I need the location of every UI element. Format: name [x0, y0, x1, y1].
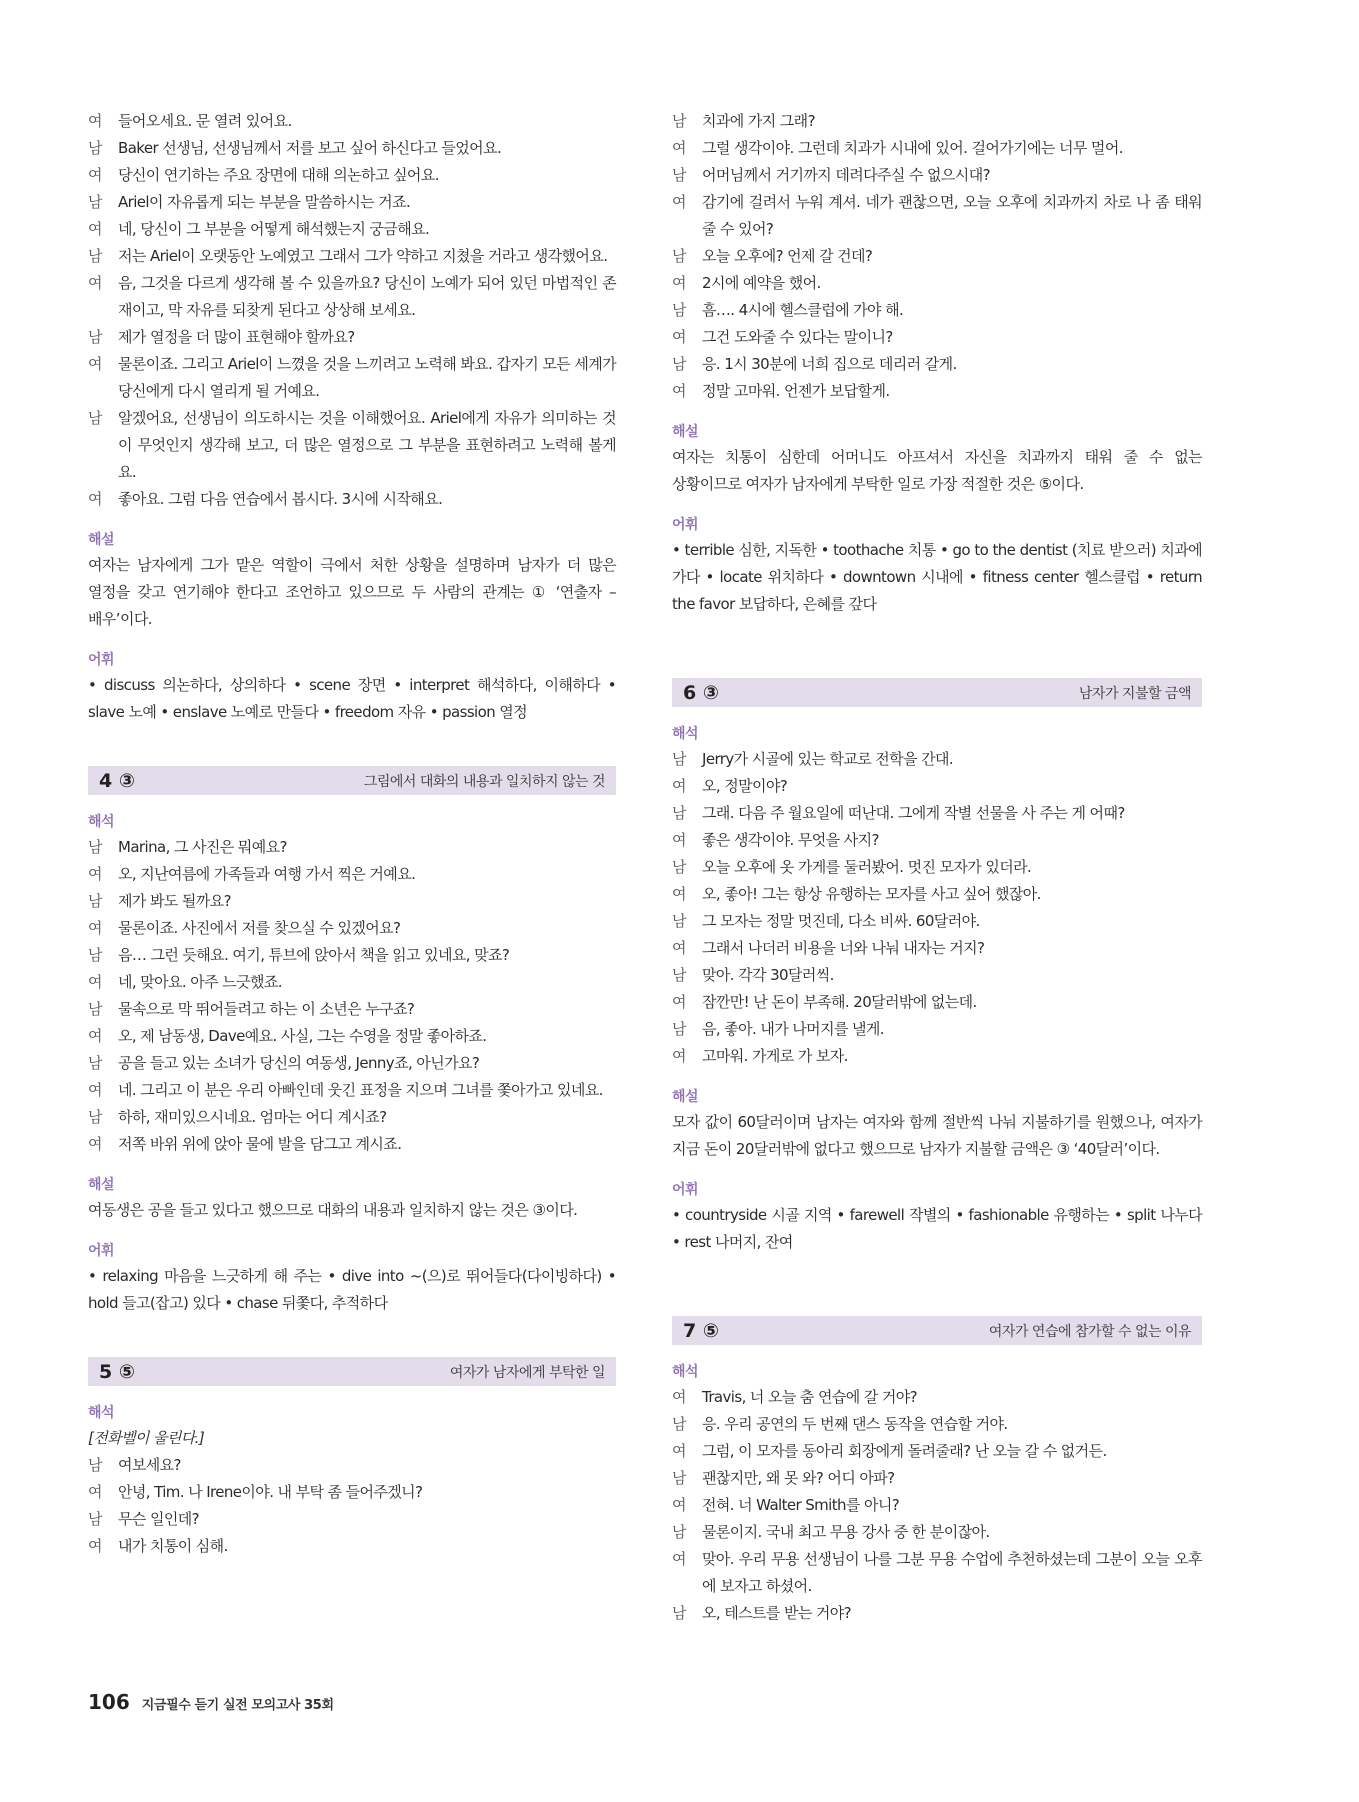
- speaker-label: 남: [88, 409, 102, 427]
- left-column: [88, 108, 616, 1560]
- dialogue-line: [672, 135, 1202, 162]
- dialogue-text: 그건 도와줄 수 있다는 말이니?: [702, 328, 893, 346]
- section-heading: 해석: [88, 1405, 115, 1421]
- dialogue-line: [672, 270, 1202, 297]
- dialogue-text: 안녕, Tim. 나 Irene이야. 내 부탁 좀 들어주겠니?: [118, 1483, 423, 1501]
- dialogue-line: [88, 189, 616, 216]
- question-header-bar: [672, 678, 1202, 707]
- speaker-label: 남: [88, 193, 102, 211]
- section-heading: 해석: [672, 1364, 699, 1380]
- dialogue-text: 하하, 재미있으시네요. 엄마는 어디 계시죠?: [118, 1108, 387, 1126]
- dialogue-text: 그럴 생각이야. 그런데 치과가 시내에 있어. 걸어가기에는 너무 멀어.: [702, 139, 1123, 157]
- dialogue-text: 네. 그리고 이 분은 우리 아빠인데 웃긴 표정을 지으며 그녀를 쫓아가고 있네요.: [118, 1081, 603, 1099]
- speaker-label: 남: [672, 858, 686, 876]
- dialogue-line: [672, 1600, 1202, 1627]
- dialogue-text: 오, 정말이야?: [702, 777, 788, 795]
- speaker-label: 여: [672, 1496, 686, 1514]
- speaker-label: 여: [672, 193, 686, 211]
- speaker-label: 여: [672, 139, 686, 157]
- speaker-label: 여: [88, 166, 102, 184]
- speaker-label: 여: [672, 939, 686, 957]
- dialogue-line: [88, 1050, 616, 1077]
- speaker-label: 남: [672, 912, 686, 930]
- dialogue-line: [88, 1533, 616, 1560]
- speaker-label: 여: [88, 1081, 102, 1099]
- dialogue-line: [88, 1479, 616, 1506]
- dialogue-line: [672, 189, 1202, 243]
- speaker-label: 여: [88, 490, 102, 508]
- speaker-label: 남: [672, 750, 686, 768]
- dialogue-text: 전혀. 너 Walter Smith를 아니?: [702, 1496, 900, 1514]
- dialogue-line: [88, 942, 616, 969]
- section-heading: 해설: [88, 1177, 115, 1193]
- explanation-paragraph: 여자는 남자에게 그가 맡은 역할이 극에서 처한 상황을 설명하며 남자가 더 많은 열정을 갖고 연기해야 한다고 조언하고 있으므로 두 사람의 관계는 ① ‘연출자 – 배우’이다.: [88, 556, 616, 628]
- dialogue-text: 내가 치통이 심해.: [118, 1537, 228, 1555]
- stage-direction: [전화벨이 울린다.]: [88, 1429, 205, 1447]
- speaker-label: 남: [672, 1469, 686, 1487]
- dialogue-text: 오, 좋아! 그는 항상 유행하는 모자를 사고 싶어 했잖아.: [702, 885, 1041, 903]
- dialogue-text: 오늘 오후에? 언제 갈 건데?: [702, 247, 873, 265]
- dialogue-line: [88, 486, 616, 513]
- dialogue-text: 음, 그것을 다르게 생각해 볼 수 있을까요? 당신이 노예가 되어 있던 마법적인 존재이고, 막 자유를 되찾게 된다고 상상해 보세요.: [118, 274, 616, 319]
- question-number: 7 ⑤: [683, 1319, 719, 1342]
- speaker-label: 남: [88, 1054, 102, 1072]
- section-heading: 어휘: [672, 517, 699, 533]
- question-number: 5 ⑤: [99, 1360, 135, 1383]
- speaker-label: 남: [672, 112, 686, 130]
- dialogue-line: [672, 1465, 1202, 1492]
- speaker-label: 여: [672, 1047, 686, 1065]
- section-heading: 해설: [672, 424, 699, 440]
- speaker-label: 여: [672, 1442, 686, 1460]
- speaker-label: 남: [672, 804, 686, 822]
- dialogue-line: [88, 1104, 616, 1131]
- explanation-paragraph: • countryside 시골 지역 • farewell 작별의 • fashionable 유행하는 • split 나누다 • rest 나머지, 잔여: [672, 1206, 1202, 1251]
- page-footer: [88, 1690, 334, 1714]
- question-caption: 그림에서 대화의 내용과 일치하지 않는 것: [363, 773, 605, 790]
- dialogue-text: 물속으로 막 뛰어들려고 하는 이 소년은 누구죠?: [118, 1000, 415, 1018]
- dialogue-text: 맞아. 각각 30달러씩.: [702, 966, 834, 984]
- section-heading: 해설: [672, 1089, 699, 1105]
- dialogue-text: 응. 우리 공연의 두 번째 댄스 동작을 연습할 거야.: [702, 1415, 1008, 1433]
- speaker-label: 남: [88, 247, 102, 265]
- explanation-paragraph: • discuss 의논하다, 상의하다 • scene 장면 • interpret 해석하다, 이해하다 • slave 노예 • enslave 노예로 만들다 • freedom 자유 • passion 열정: [88, 676, 616, 721]
- dialogue-line: [672, 908, 1202, 935]
- speaker-label: 여: [88, 1537, 102, 1555]
- dialogue-text: 치과에 가지 그래?: [702, 112, 815, 130]
- dialogue-text: 알겠어요, 선생님이 의도하시는 것을 이해했어요. Ariel에게 자유가 의미하는 것이 무엇인지 생각해 보고, 더 많은 열정으로 그 부분을 표현하려고 노력해 볼게요.: [118, 409, 616, 481]
- dialogue-line: [672, 800, 1202, 827]
- dialogue-line: [88, 1452, 616, 1479]
- dialogue-line: [672, 324, 1202, 351]
- dialogue-text: 그래. 다음 주 월요일에 떠난대. 그에게 작별 선물을 사 주는 게 어때?: [702, 804, 1125, 822]
- dialogue-line: [88, 1131, 616, 1158]
- dialogue-text: 감기에 걸려서 누워 계셔. 네가 괜찮으면, 오늘 오후에 치과까지 차로 나 좀 태워 줄 수 있어?: [702, 193, 1202, 238]
- section-heading: 어휘: [672, 1182, 699, 1198]
- dialogue-line: [672, 1411, 1202, 1438]
- speaker-label: 남: [88, 139, 102, 157]
- dialogue-text: 여보세요?: [118, 1456, 181, 1474]
- question-caption: 남자가 지불할 금액: [1078, 685, 1191, 702]
- dialogue-text: 무슨 일인데?: [118, 1510, 199, 1528]
- dialogue-line: [672, 378, 1202, 405]
- speaker-label: 여: [88, 112, 102, 130]
- speaker-label: 여: [88, 865, 102, 883]
- question-header-bar: [88, 766, 616, 795]
- dialogue-line: [672, 854, 1202, 881]
- speaker-label: 남: [672, 1523, 686, 1541]
- speaker-label: 여: [88, 355, 102, 373]
- speaker-label: 여: [672, 1550, 686, 1568]
- speaker-label: 남: [672, 1415, 686, 1433]
- page-number: 106: [88, 1690, 130, 1714]
- speaker-label: 남: [672, 1020, 686, 1038]
- speaker-label: 남: [88, 1000, 102, 1018]
- dialogue-text: 음… 그런 듯해요. 여기, 튜브에 앉아서 책을 읽고 있네요, 맞죠?: [118, 946, 510, 964]
- dialogue-text: 2시에 예약을 했어.: [702, 274, 821, 292]
- dialogue-text: 좋은 생각이야. 무엇을 사지?: [702, 831, 879, 849]
- question-header-bar: [672, 1316, 1202, 1345]
- speaker-label: 남: [88, 1456, 102, 1474]
- speaker-label: 남: [88, 1108, 102, 1126]
- right-column: [672, 108, 1202, 1627]
- speaker-label: 남: [672, 966, 686, 984]
- dialogue-text: 응. 1시 30분에 너희 집으로 데리러 갈게.: [702, 355, 957, 373]
- speaker-label: 남: [672, 166, 686, 184]
- dialogue-text: 맞아. 우리 무용 선생님이 나를 그분 무용 수업에 추천하셨는데 그분이 오늘 오후에 보자고 하셨어.: [702, 1550, 1202, 1595]
- speaker-label: 여: [88, 1483, 102, 1501]
- dialogue-text: 저는 Ariel이 오랫동안 노예였고 그래서 그가 약하고 지쳤을 거라고 생각했어요.: [118, 247, 608, 265]
- speaker-label: 여: [672, 885, 686, 903]
- dialogue-line: [88, 996, 616, 1023]
- speaker-label: 남: [88, 328, 102, 346]
- dialogue-text: 오, 지난여름에 가족들과 여행 가서 찍은 거예요.: [118, 865, 416, 883]
- book-title: 지금필수 듣기 실전 모의고사 35회: [141, 1698, 334, 1713]
- dialogue-line: [672, 935, 1202, 962]
- question-header-bar: [88, 1357, 616, 1386]
- dialogue-text: 정말 고마워. 언젠가 보답할게.: [702, 382, 890, 400]
- section-heading: 해석: [88, 814, 115, 830]
- dialogue-text: 오늘 오후에 옷 가게를 둘러봤어. 멋진 모자가 있더라.: [702, 858, 1032, 876]
- dialogue-line: [88, 162, 616, 189]
- question-caption: 여자가 남자에게 부탁한 일: [449, 1364, 605, 1381]
- dialogue-line: [88, 915, 616, 942]
- dialogue-text: 고마워. 가게로 가 보자.: [702, 1047, 848, 1065]
- dialogue-line: [672, 881, 1202, 908]
- explanation-paragraph: 여동생은 공을 들고 있다고 했으므로 대화의 내용과 일치하지 않는 것은 ③이다.: [88, 1201, 578, 1219]
- dialogue-line: [88, 351, 616, 405]
- dialogue-text: Jerry가 시골에 있는 학교로 전학을 간대.: [702, 750, 954, 768]
- dialogue-line: [88, 888, 616, 915]
- speaker-label: 여: [672, 274, 686, 292]
- speaker-label: 남: [88, 946, 102, 964]
- dialogue-text: Marina, 그 사진은 뭐예요?: [118, 838, 287, 856]
- dialogue-line: [672, 1384, 1202, 1411]
- dialogue-text: 잠깐만! 난 돈이 부족해. 20달러밖에 없는데.: [702, 993, 977, 1011]
- dialogue-line: [88, 108, 616, 135]
- speaker-label: 남: [672, 1604, 686, 1622]
- dialogue-line: [672, 746, 1202, 773]
- dialogue-line: [88, 243, 616, 270]
- dialogue-line: [672, 773, 1202, 800]
- speaker-label: 여: [672, 1388, 686, 1406]
- speaker-label: 남: [88, 1510, 102, 1528]
- section-heading: 해석: [672, 726, 699, 742]
- dialogue-line: [672, 297, 1202, 324]
- dialogue-text: 그래서 나더러 비용을 너와 나눠 내자는 거지?: [702, 939, 985, 957]
- dialogue-line: [672, 243, 1202, 270]
- dialogue-text: 제가 열정을 더 많이 표현해야 할까요?: [118, 328, 355, 346]
- dialogue-line: [672, 827, 1202, 854]
- dialogue-text: 좋아요. 그럼 다음 연습에서 봅시다. 3시에 시작해요.: [118, 490, 443, 508]
- dialogue-text: 들어오세요. 문 열려 있어요.: [118, 112, 292, 130]
- dialogue-text: 물론이죠. 그리고 Ariel이 느꼈을 것을 느끼려고 노력해 봐요. 갑자기 모든 세계가 당신에게 다시 열리게 될 거예요.: [118, 355, 616, 400]
- dialogue-text: 그 모자는 정말 멋진데, 다소 비싸. 60달러야.: [702, 912, 980, 930]
- dialogue-text: 그럼, 이 모자를 동아리 회장에게 돌려줄래? 난 오늘 갈 수 없거든.: [702, 1442, 1107, 1460]
- explanation-paragraph: 모자 값이 60달러이며 남자는 여자와 함께 절반씩 나눠 지불하기를 원했으나, 여자가 지금 돈이 20달러밖에 없다고 했으므로 남자가 지불할 금액은 ③ ‘40달러’이다.: [672, 1113, 1202, 1158]
- dialogue-line: [672, 1519, 1202, 1546]
- speaker-label: 남: [672, 355, 686, 373]
- dialogue-text: 어머님께서 거기까지 데려다주실 수 없으시대?: [702, 166, 990, 184]
- dialogue-text: 괜찮지만, 왜 못 와? 어디 아파?: [702, 1469, 895, 1487]
- dialogue-text: 네, 당신이 그 부분을 어떻게 해석했는지 궁금해요.: [118, 220, 430, 238]
- dialogue-text: 당신이 연기하는 주요 장면에 대해 의논하고 싶어요.: [118, 166, 439, 184]
- dialogue-line: [88, 324, 616, 351]
- dialogue-line: [672, 162, 1202, 189]
- dialogue-text: Ariel이 자유롭게 되는 부분을 말씀하시는 거죠.: [118, 193, 411, 211]
- dialogue-text: 음, 좋아. 내가 나머지를 낼게.: [702, 1020, 884, 1038]
- speaker-label: 여: [672, 831, 686, 849]
- speaker-label: 남: [672, 301, 686, 319]
- explanation-paragraph: 여자는 치통이 심한데 어머니도 아프셔서 자신을 치과까지 태워 줄 수 없는 상황이므로 여자가 남자에게 부탁한 일로 가장 적절한 것은 ⑤이다.: [672, 448, 1202, 493]
- dialogue-line: [88, 1023, 616, 1050]
- speaker-label: 여: [88, 274, 102, 292]
- dialogue-line: [672, 1492, 1202, 1519]
- dialogue-text: Travis, 너 오늘 춤 연습에 갈 거야?: [702, 1388, 918, 1406]
- dialogue-line: [672, 108, 1202, 135]
- speaker-label: 여: [88, 973, 102, 991]
- dialogue-line: [672, 1016, 1202, 1043]
- speaker-label: 여: [88, 1135, 102, 1153]
- dialogue-text: 흠…. 4시에 헬스클럽에 가야 해.: [702, 301, 904, 319]
- dialogue-line: [88, 1077, 616, 1104]
- dialogue-line: [672, 989, 1202, 1016]
- dialogue-line: [672, 962, 1202, 989]
- dialogue-text: 저쪽 바위 위에 앉아 물에 발을 담그고 계시죠.: [118, 1135, 402, 1153]
- dialogue-line: [88, 270, 616, 324]
- dialogue-text: 물론이지. 국내 최고 무용 강사 중 한 분이잖아.: [702, 1523, 990, 1541]
- dialogue-text: 물론이죠. 사진에서 저를 찾으실 수 있겠어요?: [118, 919, 401, 937]
- speaker-label: 여: [672, 777, 686, 795]
- speaker-label: 여: [672, 328, 686, 346]
- speaker-label: 남: [88, 838, 102, 856]
- explanation-paragraph: • terrible 심한, 지독한 • toothache 치통 • go to the dentist (치료 받으러) 치과에 가다 • locate 위치하다 • downtown 시내에 • fitness center 헬스클럽 • return the favor 보답하다, 은혜를 갚다: [672, 541, 1202, 613]
- speaker-label: 여: [672, 993, 686, 1011]
- dialogue-line: [672, 1438, 1202, 1465]
- dialogue-line: [672, 351, 1202, 378]
- dialogue-line: [88, 834, 616, 861]
- dialogue-line: [672, 1546, 1202, 1600]
- dialogue-line: [88, 405, 616, 486]
- dialogue-line: [88, 216, 616, 243]
- speaker-label: 남: [672, 247, 686, 265]
- dialogue-line: [88, 1506, 616, 1533]
- dialogue-text: 오, 제 남동생, Dave예요. 사실, 그는 수영을 정말 좋아하죠.: [118, 1027, 487, 1045]
- dialogue-text: 제가 봐도 될까요?: [118, 892, 231, 910]
- explanation-paragraph: • relaxing 마음을 느긋하게 해 주는 • dive into ~(으)로 뛰어들다(다이빙하다) • hold 들고(잡고) 있다 • chase 뒤쫓다, 추적하다: [88, 1267, 616, 1312]
- section-heading: 해설: [88, 532, 115, 548]
- speaker-label: 여: [88, 919, 102, 937]
- dialogue-text: 네, 맞아요. 아주 느긋했죠.: [118, 973, 282, 991]
- dialogue-text: Baker 선생님, 선생님께서 저를 보고 싶어 하신다고 들었어요.: [118, 139, 502, 157]
- speaker-label: 여: [88, 1027, 102, 1045]
- speaker-label: 여: [88, 220, 102, 238]
- section-heading: 어휘: [88, 652, 115, 668]
- dialogue-line: [672, 1043, 1202, 1070]
- section-heading: 어휘: [88, 1243, 115, 1259]
- question-number: 4 ③: [99, 769, 135, 792]
- dialogue-line: [88, 861, 616, 888]
- dialogue-text: 오, 테스트를 받는 거야?: [702, 1604, 852, 1622]
- question-number: 6 ③: [683, 681, 719, 704]
- speaker-label: 여: [672, 382, 686, 400]
- speaker-label: 남: [88, 892, 102, 910]
- dialogue-text: 공을 들고 있는 소녀가 당신의 여동생, Jenny죠, 아닌가요?: [118, 1054, 480, 1072]
- question-caption: 여자가 연습에 참가할 수 없는 이유: [988, 1323, 1191, 1340]
- dialogue-line: [88, 135, 616, 162]
- dialogue-line: [88, 969, 616, 996]
